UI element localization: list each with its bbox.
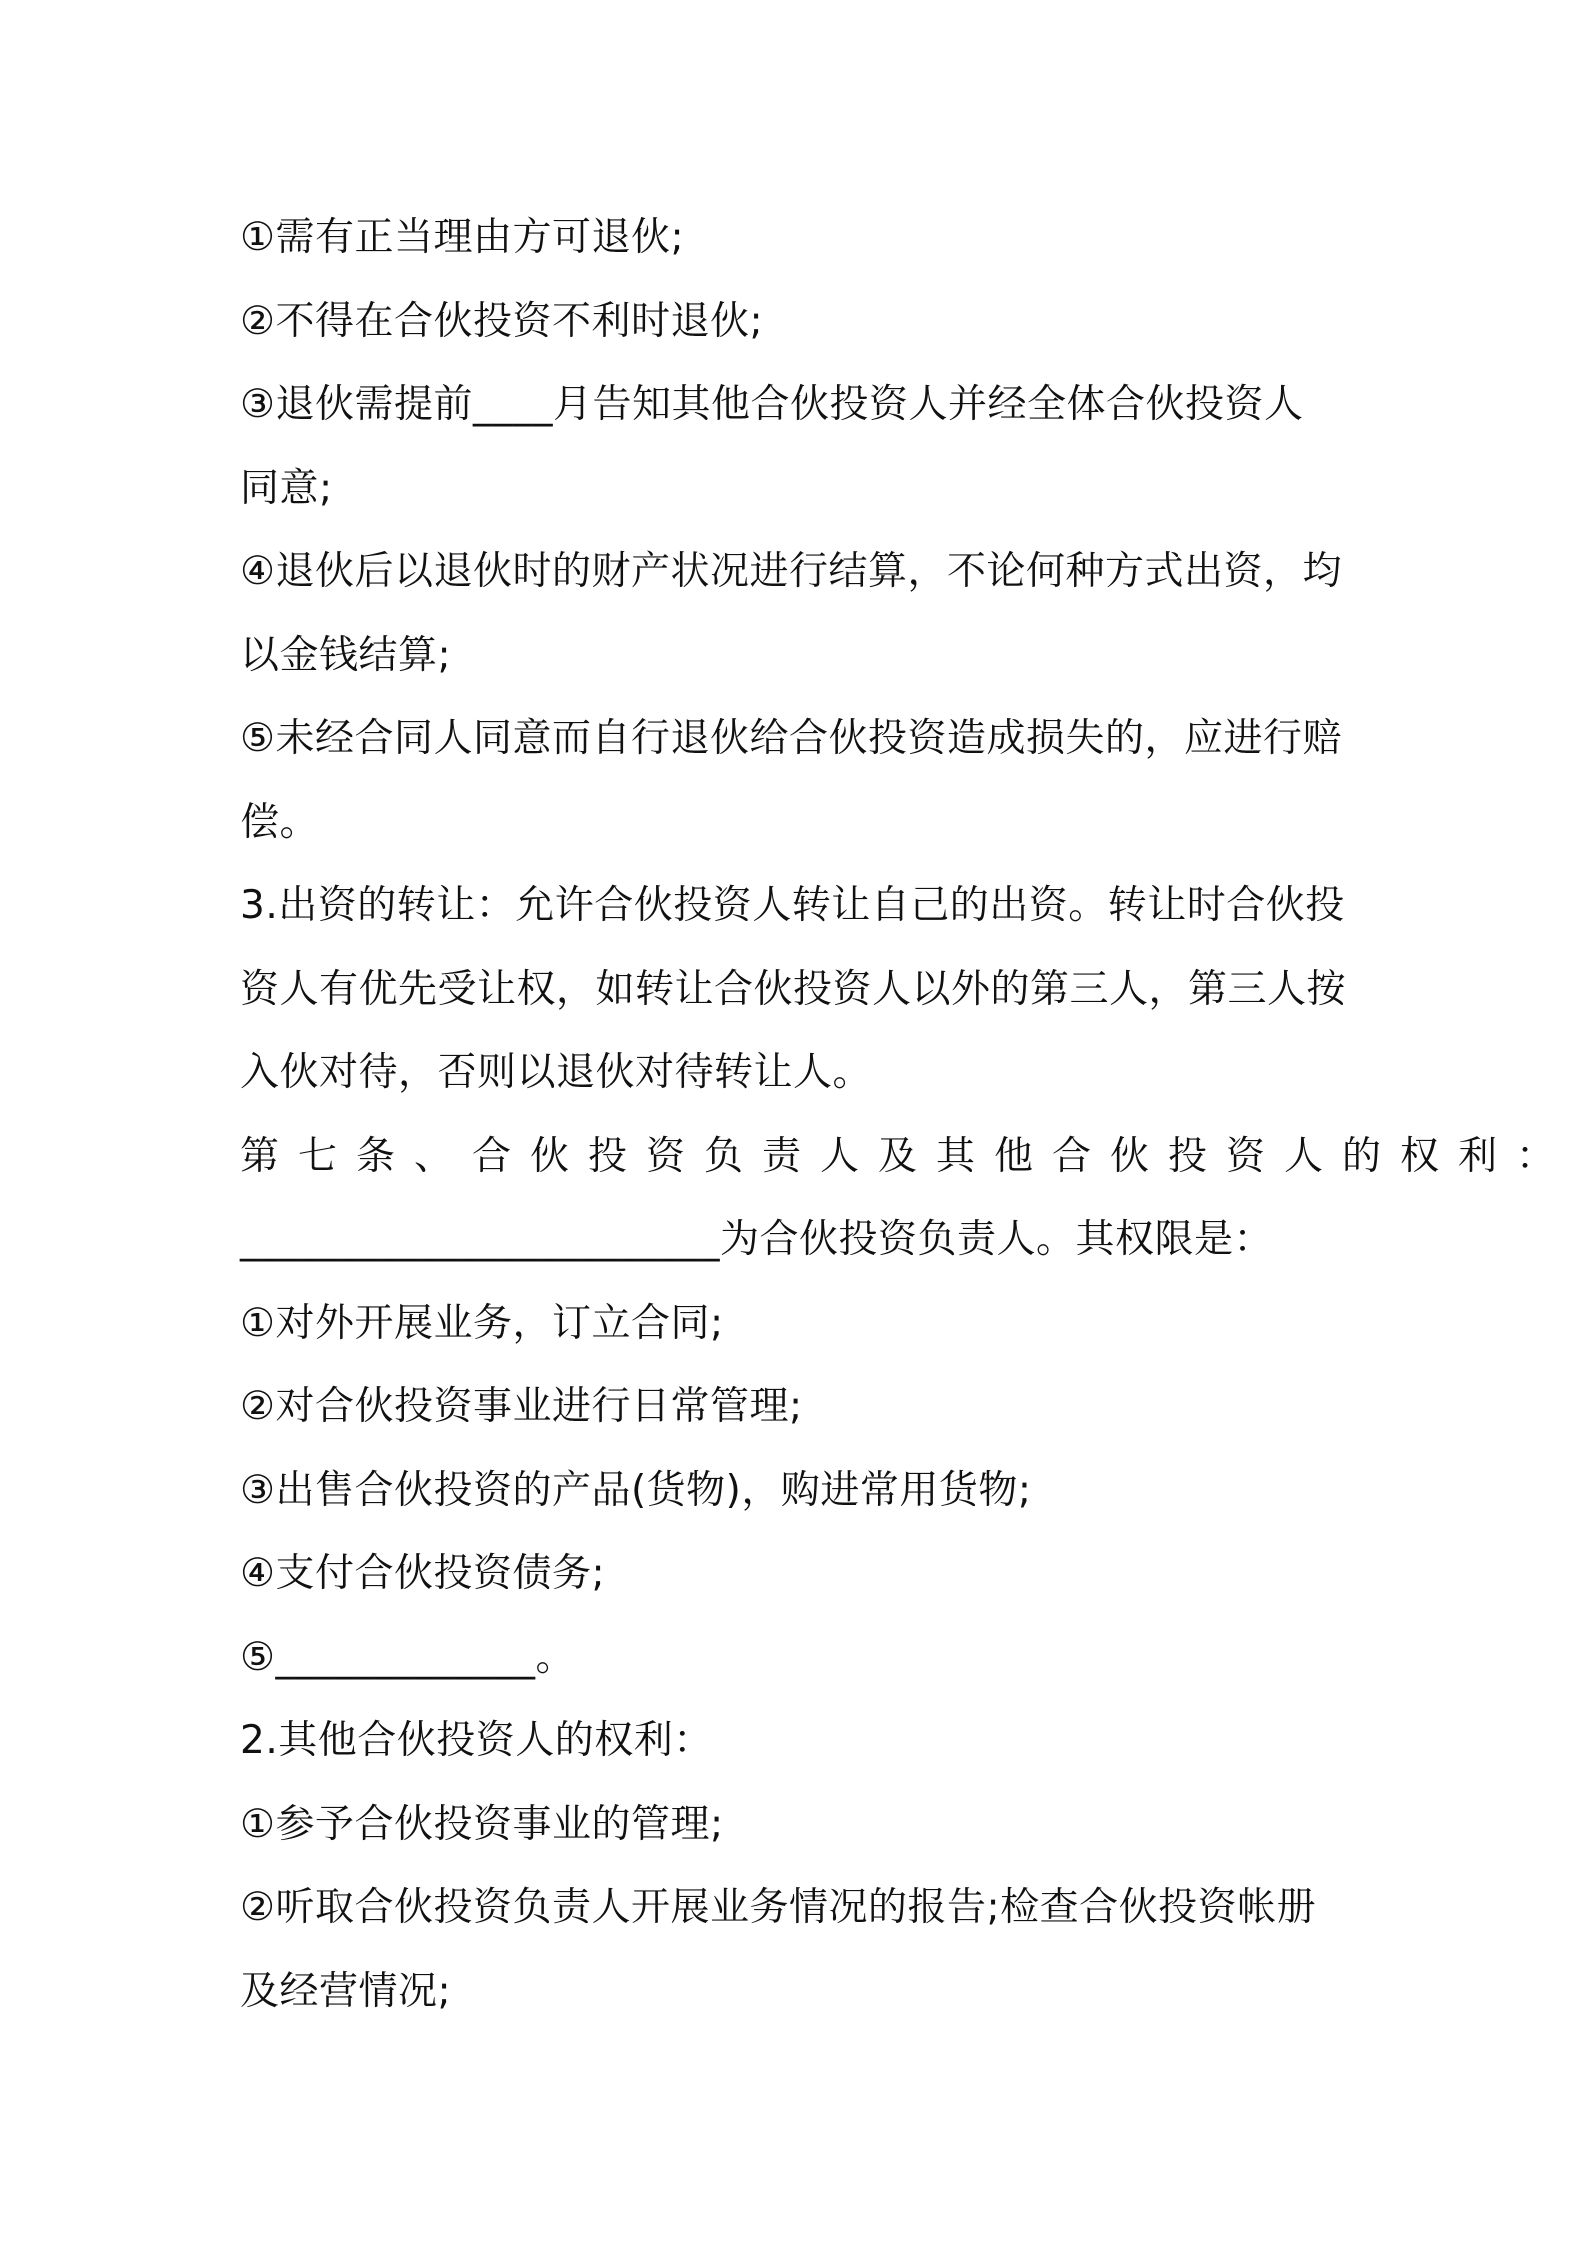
clause-item-2: ②不得在合伙投资不利时退伙;	[240, 298, 764, 344]
authority-item-4: ④支付合伙投资债务;	[240, 1551, 606, 1596]
section-transfer-cont-1: 资人有优先受让权，如转让合伙投资人以外的第三人，第三人按	[240, 966, 1347, 1012]
clause-item-5: ⑤未经合同人同意而自行退伙给合伙投资造成损失的，应进行赔	[240, 716, 1342, 761]
clause-item-3: ③退伙需提前____月告知其他合伙投资人并经全体合伙投资人	[240, 382, 1304, 427]
section-other-partners-rights: 2.其他合伙投资人的权利：	[240, 1718, 713, 1763]
responsible-person-line: ________________________为合伙投资负责人。其权限是：	[240, 1217, 1274, 1262]
authority-item-2: ②对合伙投资事业进行日常管理;	[240, 1384, 803, 1429]
article-7-heading: 第七条、合伙投资负责人及其他合伙投资人的权利：	[240, 1133, 1575, 1179]
authority-item-3: ③出售合伙投资的产品(货物)，购进常用货物;	[240, 1467, 1032, 1513]
section-transfer-cont-2: 入伙对待，否则以退伙对待转让人。	[240, 1050, 873, 1095]
clause-item-4-cont: 以金钱结算;	[240, 632, 452, 678]
section-transfer: 3.出资的转让：允许合伙投资人转让自己的出资。转让时合伙投	[240, 883, 1345, 928]
authority-item-1: ①对外开展业务，订立合同;	[240, 1300, 724, 1346]
rights-item-2: ②听取合伙投资负责人开展业务情况的报告;检查合伙投资帐册	[240, 1885, 1317, 1930]
clause-item-1: ①需有正当理由方可退伙;	[240, 215, 685, 260]
clause-item-3-cont: 同意;	[240, 465, 333, 511]
clause-item-5-cont: 偿。	[240, 799, 320, 845]
clause-item-4: ④退伙后以退伙时的财产状况进行结算，不论何种方式出资，均	[240, 549, 1342, 594]
rights-item-1: ①参予合伙投资事业的管理;	[240, 1801, 724, 1847]
authority-item-5: ⑤_____________。	[240, 1634, 575, 1680]
rights-item-2-cont: 及经营情况;	[240, 1968, 452, 2014]
document-body	[240, 196, 1575, 2033]
